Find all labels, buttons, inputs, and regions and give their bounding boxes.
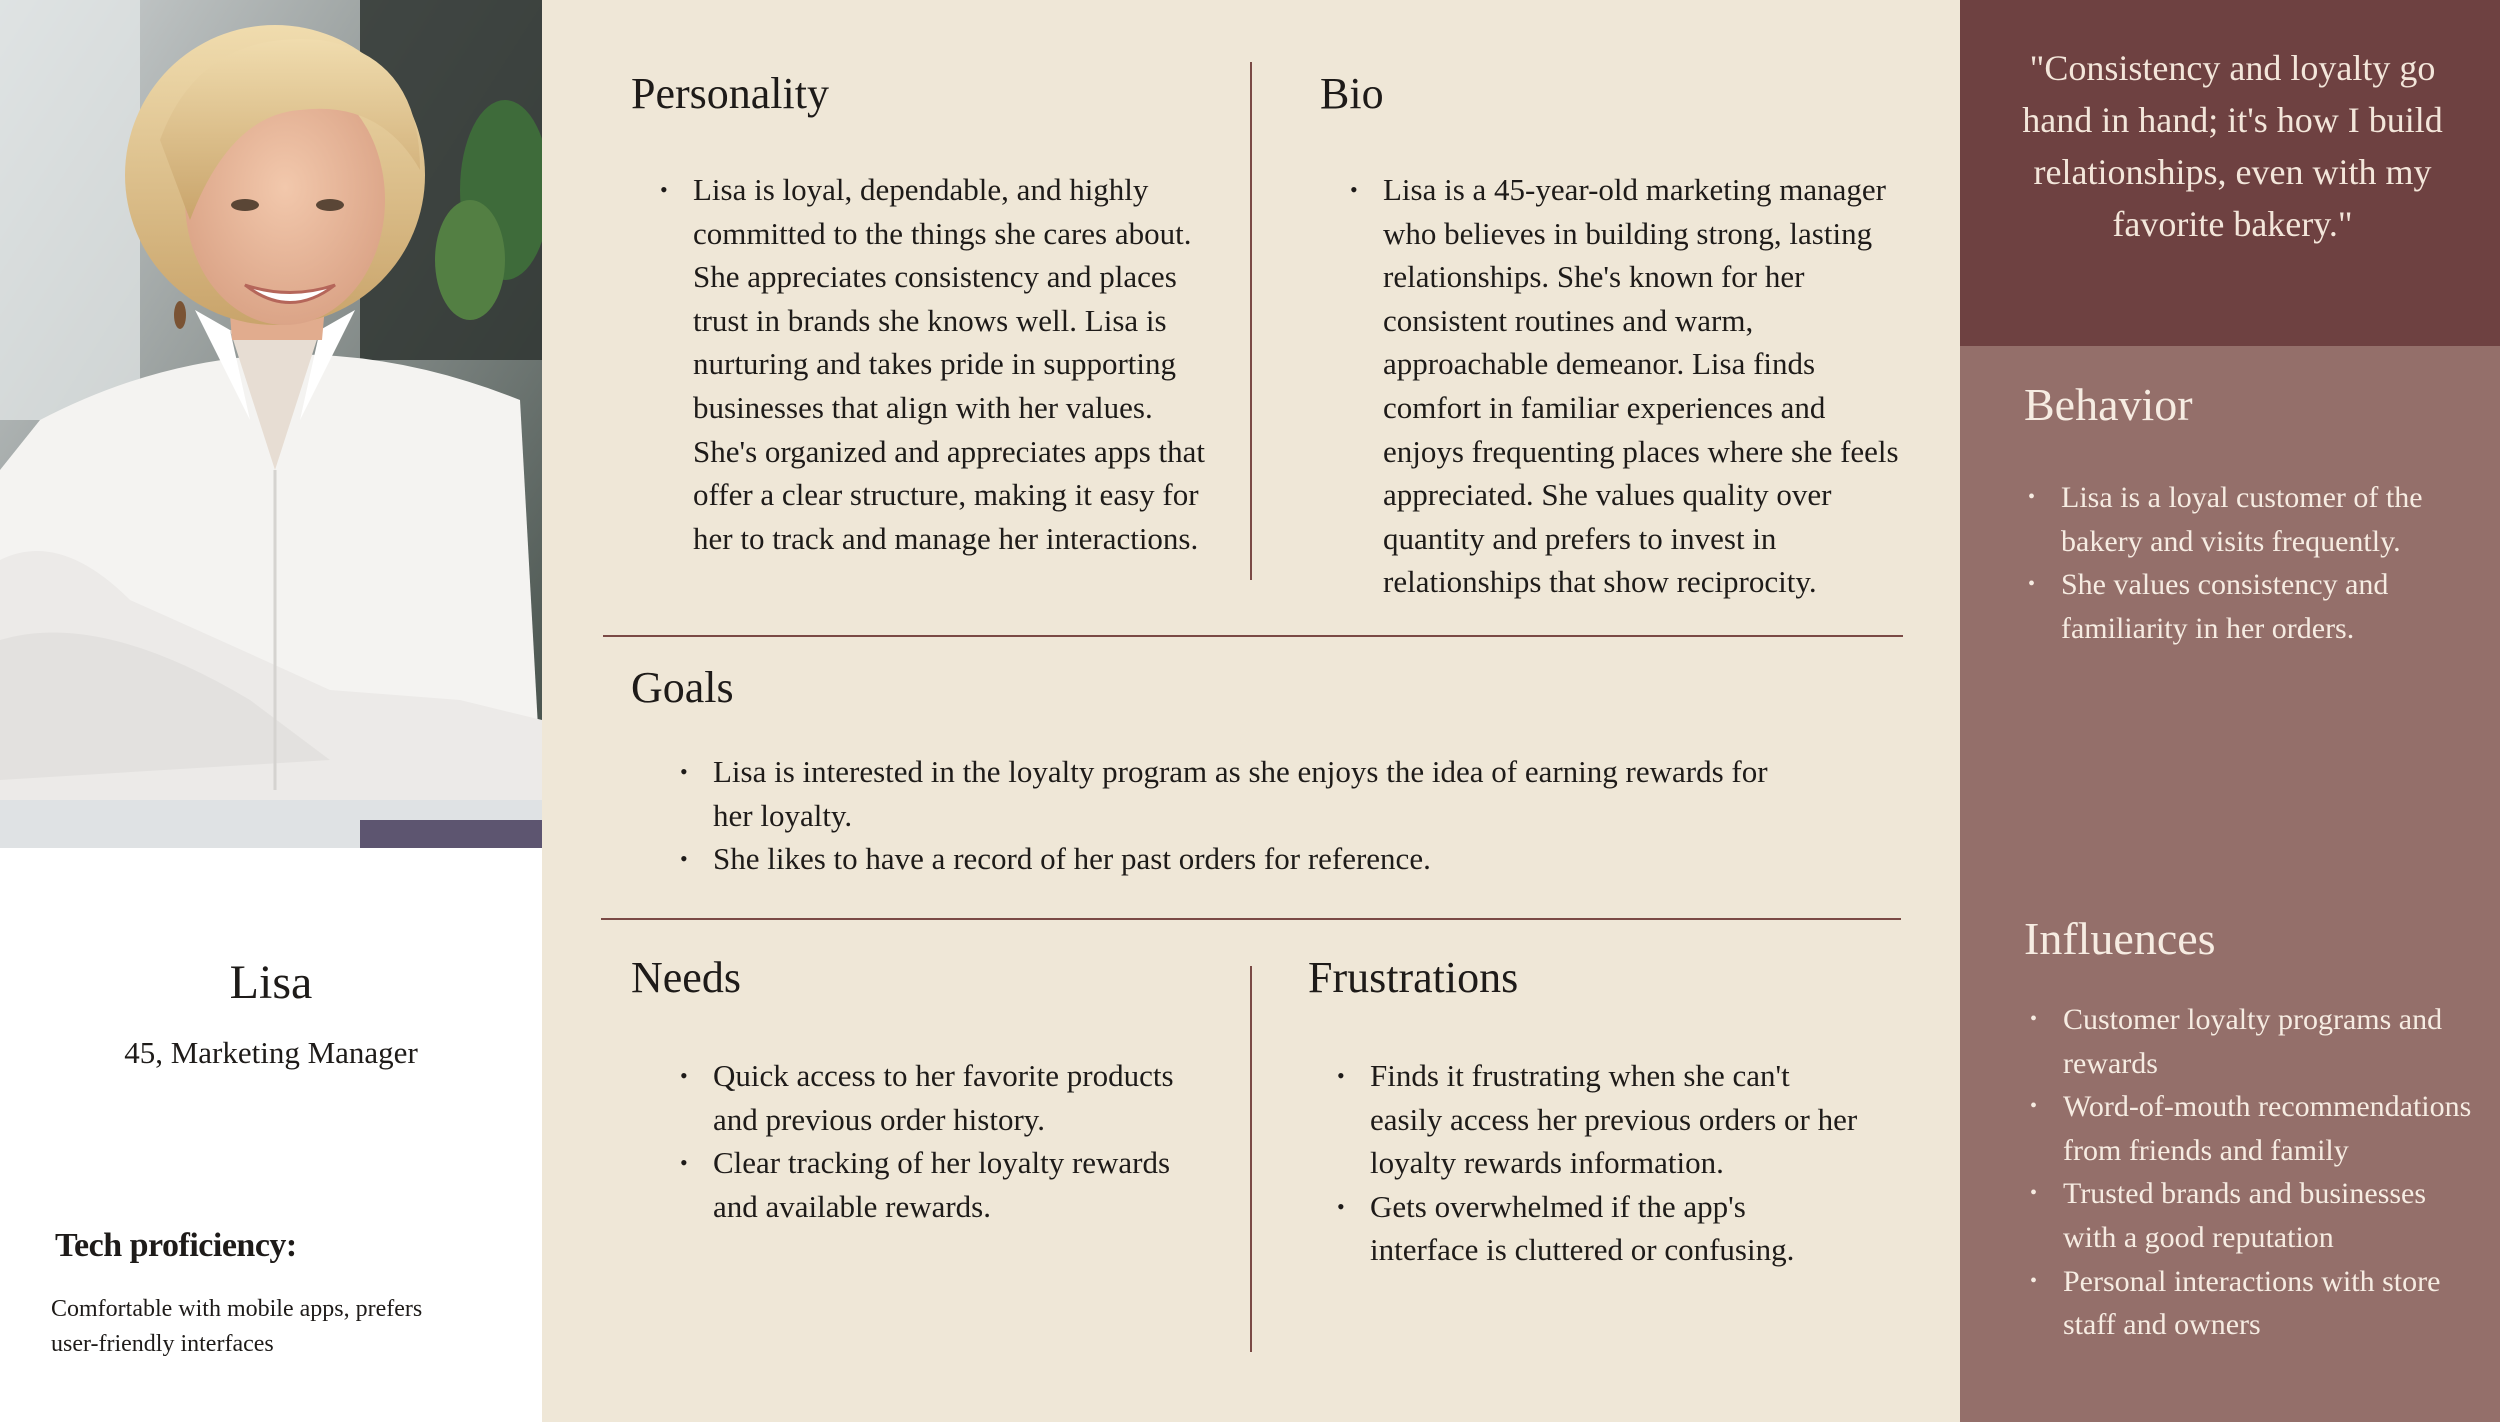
persona-name: Lisa	[229, 956, 313, 1009]
list-item: • Personal interactions with store staff and owners	[2063, 1260, 2483, 1347]
list-item: • Finds it frustrating when she can't easily access her previous orders or her loyalty rewards information.	[1370, 1054, 1860, 1185]
bio-list	[1383, 168, 1903, 604]
divider-vertical-bottom	[1250, 966, 1252, 1352]
list-item: • Lisa is a 45-year-old marketing manager who believes in building strong, lasting relationships. She's known for her consistent routines and warm, approachable demeanor. Lisa finds comfort in familiar experiences and enjoys frequenting places where she feels appreciated. She values quality over quantity and prefers to invest in relationships that show reciprocity.	[1383, 168, 1903, 604]
list-item: • Clear tracking of her loyalty rewards and available rewards.	[713, 1141, 1193, 1228]
goals-list	[713, 750, 1793, 881]
persona-quote: "Consistency and loyalty go hand in hand; it's how I build relationships, even with my favorite bakery."	[2022, 48, 2443, 244]
list-item: • She values consistency and familiarity in her orders.	[2061, 563, 2481, 650]
list-item: • Lisa is interested in the loyalty program as she enjoys the idea of earning rewards for her loyalty.	[713, 750, 1793, 837]
list-item: • She likes to have a record of her past orders for reference.	[713, 837, 1793, 881]
list-item: • Lisa is loyal, dependable, and highly committed to the things she cares about. She appreciates consistency and places trust in brands she knows well. Lisa is nurturing and takes pride in supporting businesses that align with her values. She's organized and appreciates apps that offer a clear structure, making it easy for her to track and manage her interactions.	[693, 168, 1213, 560]
list-item: • Lisa is a loyal customer of the bakery and visits frequently.	[2061, 476, 2481, 563]
persona-photo-image	[0, 0, 542, 848]
persona-photo	[0, 0, 542, 848]
list-item: • Word-of-mouth recommendations from friends and family	[2063, 1085, 2483, 1172]
list-item: • Quick access to her favorite products and previous order history.	[713, 1054, 1193, 1141]
needs-title: Needs	[631, 953, 741, 1002]
influences-list	[2063, 998, 2483, 1347]
influences-title: Influences	[2024, 913, 2216, 964]
persona-role: 45, Marketing Manager	[124, 1035, 418, 1070]
persona-card	[0, 0, 542, 1422]
bio-title: Bio	[1320, 69, 1384, 118]
divider-horizontal-2	[601, 918, 1901, 920]
divider-vertical-top	[1250, 62, 1252, 580]
behavior-title: Behavior	[2024, 379, 2193, 430]
divider-horizontal-1	[603, 635, 1903, 637]
list-item: • Gets overwhelmed if the app's interface is cluttered or confusing.	[1370, 1185, 1860, 1272]
goals-title: Goals	[631, 663, 734, 712]
tech-proficiency-title: Tech proficiency:	[55, 1227, 297, 1264]
behavior-list	[2061, 476, 2481, 650]
needs-list	[713, 1054, 1193, 1228]
personality-title: Personality	[631, 69, 829, 118]
list-item: • Trusted brands and businesses with a good reputation	[2063, 1172, 2483, 1259]
frustrations-title: Frustrations	[1308, 953, 1519, 1002]
frustrations-list	[1370, 1054, 1860, 1272]
tech-proficiency-text: Comfortable with mobile apps, prefers user-friendly interfaces	[51, 1296, 423, 1357]
personality-list	[693, 168, 1213, 560]
list-item: • Customer loyalty programs and rewards	[2063, 998, 2483, 1085]
